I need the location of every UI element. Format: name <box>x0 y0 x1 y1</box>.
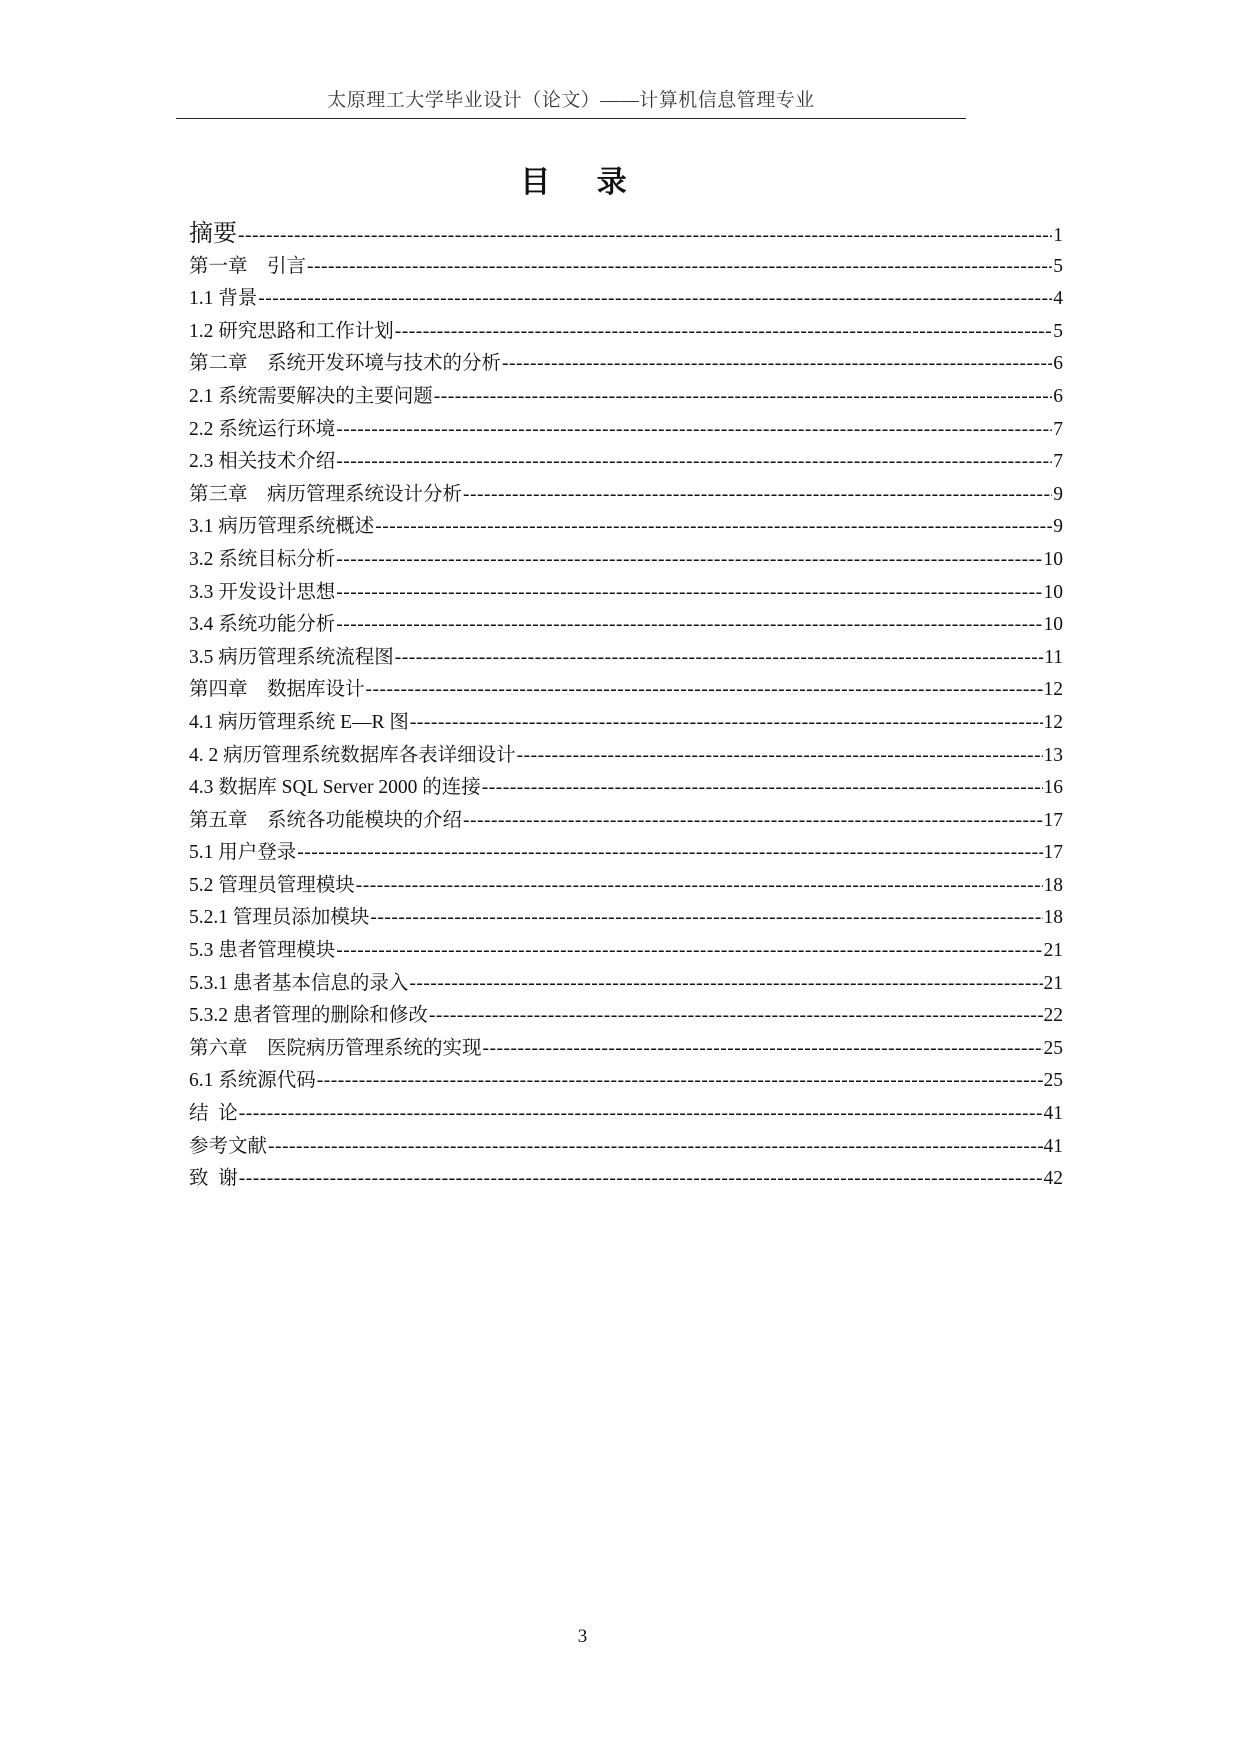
dot-leader <box>336 414 1052 447</box>
toc-entry[interactable] <box>189 283 1063 316</box>
toc-entry[interactable] <box>189 414 1063 447</box>
toc-entry-label: 5.3 患者管理模块 <box>189 940 336 962</box>
dot-leader <box>483 1033 1043 1066</box>
dot-leader <box>336 544 1042 577</box>
toc-entry-page: 16 <box>1043 777 1063 799</box>
dot-leader <box>336 609 1042 642</box>
toc-entry-page: 41 <box>1043 1135 1063 1157</box>
running-header <box>176 86 966 119</box>
page-number: 3 <box>577 1626 588 1647</box>
dot-leader <box>258 283 1052 316</box>
toc-entry-label: 第二章 系统开发环境与技术的分析 <box>189 353 502 375</box>
toc-entry[interactable] <box>189 446 1063 479</box>
toc-entry-page: 5 <box>1053 320 1063 342</box>
toc-entry-page: 25 <box>1043 1070 1063 1092</box>
dot-leader <box>502 348 1052 381</box>
toc-entry[interactable] <box>189 805 1063 838</box>
toc-entry[interactable] <box>189 1098 1063 1131</box>
toc-entry[interactable] <box>189 740 1063 773</box>
toc-entry[interactable] <box>189 935 1063 968</box>
toc-entry[interactable] <box>189 674 1063 707</box>
dot-leader <box>463 805 1042 838</box>
toc-entry-label: 4. 2 病历管理系统数据库各表详细设计 <box>189 744 516 766</box>
toc-title: 目 录 <box>520 165 645 200</box>
toc-entry-label: 3.3 开发设计思想 <box>189 581 336 603</box>
toc-entry-page: 9 <box>1053 516 1063 538</box>
toc-entry-label: 4.3 数据库 SQL Server 2000 的连接 <box>189 777 481 799</box>
dot-leader <box>239 1163 1043 1196</box>
toc-entry-page: 22 <box>1043 1005 1063 1027</box>
dot-leader <box>366 674 1043 707</box>
toc-entry[interactable] <box>189 902 1063 935</box>
dot-leader <box>297 837 1042 870</box>
dot-leader <box>336 577 1042 610</box>
dot-leader <box>239 1098 1043 1131</box>
toc-entry-label: 2.3 相关技术介绍 <box>189 451 336 473</box>
toc-entry-page: 5 <box>1053 255 1063 277</box>
toc-entry-page: 21 <box>1043 972 1063 994</box>
toc-entry-label: 参考文献 <box>189 1135 268 1157</box>
toc-entry[interactable] <box>189 544 1063 577</box>
table-of-contents <box>189 218 1063 1196</box>
toc-entry-page: 10 <box>1043 581 1063 603</box>
toc-entry-page: 10 <box>1043 548 1063 570</box>
toc-entry[interactable] <box>189 968 1063 1001</box>
dot-leader <box>482 772 1043 805</box>
toc-entry-page: 17 <box>1043 809 1063 831</box>
toc-entry-page: 42 <box>1043 1168 1063 1190</box>
toc-entry-page: 18 <box>1043 874 1063 896</box>
dot-leader <box>375 511 1052 544</box>
toc-entry[interactable] <box>189 218 1063 251</box>
dot-leader <box>429 1000 1043 1033</box>
toc-entry-label: 3.4 系统功能分析 <box>189 614 336 636</box>
toc-entry-label: 致 谢 <box>189 1168 238 1190</box>
dot-leader <box>317 1065 1043 1098</box>
toc-entry-label: 第五章 系统各功能模块的介绍 <box>189 809 463 831</box>
toc-entry-label: 第六章 医院病历管理系统的实现 <box>189 1037 482 1059</box>
toc-entry-page: 4 <box>1053 288 1063 310</box>
toc-entry[interactable] <box>189 251 1063 284</box>
toc-entry-label: 结 论 <box>189 1103 238 1125</box>
toc-entry-label: 4.1 病历管理系统 E—R 图 <box>189 711 409 733</box>
toc-entry[interactable] <box>189 772 1063 805</box>
toc-entry-page: 21 <box>1043 940 1063 962</box>
toc-entry-label: 第一章 引言 <box>189 255 307 277</box>
toc-entry-page: 6 <box>1053 385 1063 407</box>
toc-entry-label: 第三章 病历管理系统设计分析 <box>189 483 463 505</box>
dot-leader <box>268 1131 1042 1164</box>
toc-entry-label: 2.1 系统需要解决的主要问题 <box>189 385 433 407</box>
dot-leader <box>336 935 1042 968</box>
toc-entry[interactable] <box>189 870 1063 903</box>
dot-leader <box>370 902 1042 935</box>
toc-entry-page: 13 <box>1043 744 1063 766</box>
toc-entry[interactable] <box>189 577 1063 610</box>
running-header-text: 太原理工大学毕业设计（论文）——计算机信息管理专业 <box>327 90 815 111</box>
toc-entry-label: 3.2 系统目标分析 <box>189 548 336 570</box>
toc-entry-page: 41 <box>1043 1103 1063 1125</box>
toc-entry-label: 6.1 系统源代码 <box>189 1070 316 1092</box>
toc-entry-page: 25 <box>1043 1037 1063 1059</box>
toc-entry-page: 17 <box>1043 842 1063 864</box>
toc-entry[interactable] <box>189 837 1063 870</box>
toc-entry-label: 5.1 用户登录 <box>189 842 297 864</box>
dot-leader <box>409 968 1042 1001</box>
toc-entry-page: 9 <box>1053 483 1063 505</box>
toc-entry-label: 5.3.1 患者基本信息的录入 <box>189 972 409 994</box>
toc-entry-label: 摘要 <box>189 221 237 247</box>
toc-entry[interactable] <box>189 1065 1063 1098</box>
toc-entry-page: 7 <box>1053 451 1063 473</box>
toc-entry[interactable] <box>189 479 1063 512</box>
dot-leader <box>463 479 1052 512</box>
dot-leader <box>395 316 1052 349</box>
toc-entry[interactable] <box>189 511 1063 544</box>
toc-entry[interactable] <box>189 1131 1063 1164</box>
dot-leader <box>395 642 1043 675</box>
toc-entry[interactable] <box>189 348 1063 381</box>
toc-entry-page: 1 <box>1053 225 1063 246</box>
toc-entry-page: 10 <box>1043 614 1063 636</box>
toc-entry-page: 7 <box>1053 418 1063 440</box>
dot-leader <box>356 870 1043 903</box>
toc-entry[interactable] <box>189 1000 1063 1033</box>
toc-entry[interactable] <box>189 609 1063 642</box>
toc-entry[interactable] <box>189 316 1063 349</box>
toc-entry-label: 1.2 研究思路和工作计划 <box>189 320 394 342</box>
toc-entry[interactable] <box>189 707 1063 740</box>
toc-entry-label: 5.2.1 管理员添加模块 <box>189 907 370 929</box>
toc-entry-page: 11 <box>1044 646 1063 668</box>
dot-leader <box>517 740 1043 773</box>
dot-leader <box>336 446 1052 479</box>
toc-entry-label: 3.1 病历管理系统概述 <box>189 516 375 538</box>
toc-entry-label: 2.2 系统运行环境 <box>189 418 336 440</box>
toc-entry-label: 3.5 病历管理系统流程图 <box>189 646 394 668</box>
toc-entry[interactable] <box>189 642 1063 675</box>
dot-leader <box>307 251 1052 284</box>
dot-leader <box>410 707 1043 740</box>
toc-entry-label: 第四章 数据库设计 <box>189 679 365 701</box>
dot-leader <box>434 381 1052 414</box>
toc-entry-page: 18 <box>1043 907 1063 929</box>
toc-entry-label: 1.1 背景 <box>189 288 258 310</box>
toc-entry-label: 5.2 管理员管理模块 <box>189 874 355 896</box>
toc-entry[interactable] <box>189 381 1063 414</box>
toc-entry-page: 12 <box>1043 711 1063 733</box>
toc-entry[interactable] <box>189 1163 1063 1196</box>
toc-entry[interactable] <box>189 1033 1063 1066</box>
dot-leader <box>238 220 1052 253</box>
toc-entry-page: 12 <box>1043 679 1063 701</box>
toc-entry-page: 6 <box>1053 353 1063 375</box>
toc-entry-label: 5.3.2 患者管理的删除和修改 <box>189 1005 428 1027</box>
